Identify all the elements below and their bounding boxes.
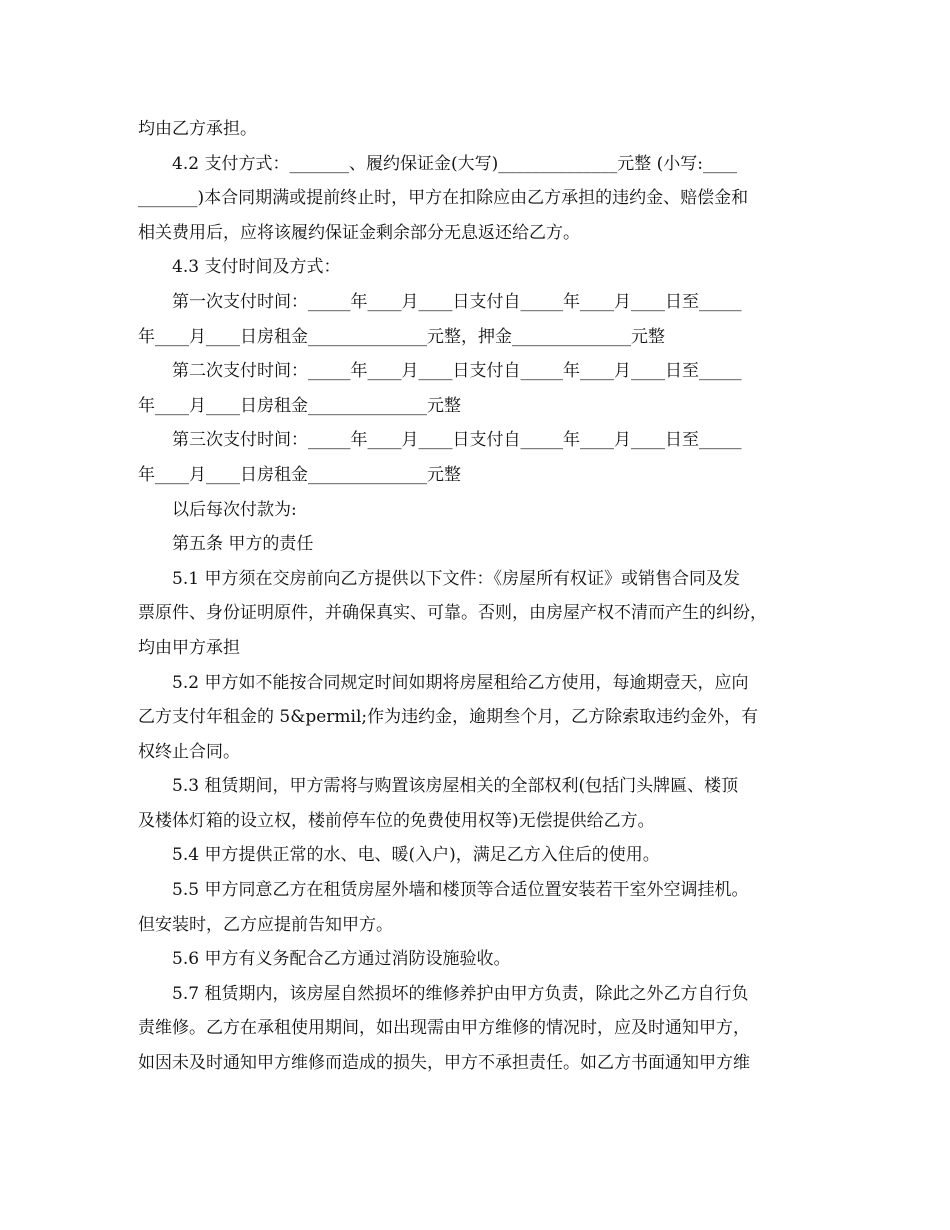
text-line: 5.3 租赁期间，甲方需将与购置该房屋相关的全部权利(包括门头牌匾、楼顶 — [172, 776, 739, 797]
text-line: 4.3 支付时间及方式： — [172, 257, 341, 278]
text-line: 5.4 甲方提供正常的水、电、暖(入户)，满足乙方入住后的使用。 — [172, 845, 660, 866]
text-line: 第三次支付时间：_____年____月____日支付自_____年____月____日至_____ — [172, 430, 742, 451]
text-line: 5.2 甲方如不能按合同规定时间如期将房屋租给乙方使用，每逾期壹天，应向 — [172, 672, 749, 693]
contract-body — [138, 112, 818, 1081]
text-line: 第二次支付时间：_____年____月____日支付自_____年____月____日至_____ — [172, 361, 742, 382]
text-line: 5.5 甲方同意乙方在租赁房屋外墙和楼顶等合适位置安装若干室外空调挂机。 — [172, 880, 749, 901]
text-line: _______)本合同期满或提前终止时，甲方在扣除应由乙方承担的违约金、赔偿金和 — [138, 188, 749, 209]
text-line: 年____月____日房租金______________元整，押金______________元整 — [138, 326, 665, 347]
text-line: 乙方支付年租金的 5&permil;作为违约金，逾期叁个月，乙方除索取违约金外，有 — [138, 707, 759, 728]
text-line: 但安装时，乙方应提前告知甲方。 — [138, 914, 393, 935]
text-line: 均由甲方承担 — [138, 637, 240, 658]
text-line: 票原件、身份证明原件，并确保真实、可靠。否则，由房屋产权不清而产生的纠纷， — [138, 603, 767, 624]
text-line: 责维修。乙方在承租使用期间，如出现需由甲方维修的情况时，应及时通知甲方， — [138, 1018, 750, 1039]
text-line: 5.1 甲方须在交房前向乙方提供以下文件：《房屋所有权证》或销售合同及发 — [172, 568, 740, 589]
text-line: 5.6 甲方有义务配合乙方通过消防设施验收。 — [172, 949, 511, 970]
text-line: 5.7 租赁期内，该房屋自然损坏的维修养护由甲方负责，除此之外乙方自行负 — [172, 983, 749, 1004]
text-line: 均由乙方承担。 — [138, 119, 257, 139]
text-line: 年____月____日房租金______________元整 — [138, 395, 461, 416]
text-line: 权终止合同。 — [138, 741, 240, 762]
text-line: 第一次支付时间：_____年____月____日支付自_____年____月____日至_____ — [172, 291, 742, 312]
text-line: 相关费用后，应将该履约保证金剩余部分无息返还给乙方。 — [138, 222, 580, 243]
text-line: 年____月____日房租金______________元整 — [138, 464, 461, 485]
text-line: 第五条 甲方的责任 — [172, 534, 314, 555]
text-line: 4.2 支付方式：_______、履约保证金(大写)______________元整 (小写:____ — [172, 153, 737, 174]
text-line: 以后每次付款为: — [172, 499, 297, 520]
text-line: 及楼体灯箱的设立权，楼前停车位的免费使用权等)无偿提供给乙方。 — [138, 810, 655, 831]
text-line: 如因未及时通知甲方维修而造成的损失，甲方不承担责任。如乙方书面通知甲方维 — [138, 1053, 750, 1074]
